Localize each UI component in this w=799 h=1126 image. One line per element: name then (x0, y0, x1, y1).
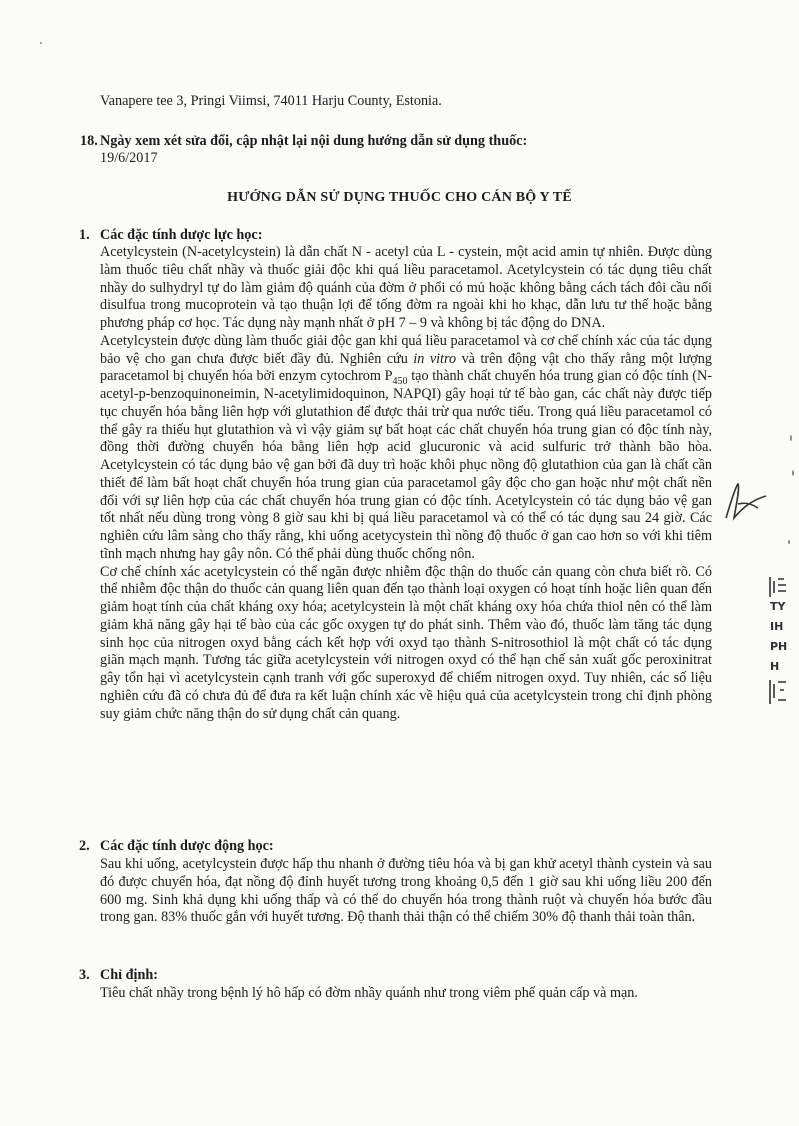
section-1-heading: Các đặc tính dược lực học: (100, 227, 263, 243)
stamp-bracket-top (768, 575, 790, 599)
item-number: 18. (80, 133, 98, 149)
section-2-paragraph-1: Sau khi uống, acetylcystein được hấp thu nhanh ở đường tiêu hóa và bị gan khử acetyl thành cystein và sau đó được chuyển hóa, đạt nồng độ đỉnh huyết tương trong khoảng 0,5 đến 1 giờ sau khi uống liều 200 đến 600 mg. Sinh khả dụng khi uống thấp và có thể do chuyển hóa trong thành ruột và chuyển hóa bước đầu trong gan. 83% thuốc gắn với huyết tương. Độ thanh thải thận có thể chiếm 30% độ thanh thải toàn thân. (100, 856, 712, 926)
section-2-number: 2. (79, 838, 90, 854)
item-title: Ngày xem xét sửa đổi, cập nhật lại nội dung hướng dẫn sử dụng thuốc: (100, 133, 528, 149)
stamp-fragment-4: H (770, 660, 780, 673)
scan-speck (792, 470, 794, 476)
stamp-bracket-bottom (768, 678, 790, 706)
section-2-body (100, 856, 712, 927)
stamp-fragment-2: IH (770, 620, 784, 633)
stamp-fragment-3: PH (770, 640, 788, 653)
scan-speck (40, 42, 42, 44)
section-1-paragraph-1: Acetylcystein (N-acetylcystein) là dẫn chất N - acetyl của L - cystein, một acid amin tự nhiên. Được dùng làm thuốc tiêu chất nhầy và thuốc giải độc khi quá liều paracetamol. Acetylcystein có tác dụng tiêu chất nhầy do sulhydryl tự do làm giảm độ quánh của đờm ở phổi có mủ hoặc không bằng cách tách đôi cầu nối disulfua trong mucoprotein và tạo thuận lợi để tống đờm ra ngoài khi ho khạc, dẫn lưu tư thế hoặc bằng phương pháp cơ học. Tác dụng này mạnh nhất ở pH 7 – 9 và không bị tác động do DNA. (100, 244, 712, 331)
section-3-number: 3. (79, 967, 90, 983)
revision-date: 19/6/2017 (100, 150, 158, 166)
section-1-number: 1. (79, 227, 90, 243)
stamp-fragment-1: TY (770, 600, 786, 613)
document-title: HƯỚNG DẪN SỬ DỤNG THUỐC CHO CÁN BỘ Y TẾ (227, 190, 572, 205)
section-3-paragraph-1: Tiêu chất nhầy trong bệnh lý hô hấp có đờm nhầy quánh như trong viêm phế quản cấp và mạn. (100, 985, 638, 1001)
signature-mark (722, 478, 772, 528)
section-1-paragraph-3: Cơ chế chính xác acetylcystein có thể ngăn được nhiễm độc thận do thuốc cản quang còn chưa biết rõ. Có thể nhiễm độc thận do thuốc cản quang liên quan đến tạo thành loại oxygen có hoạt tính hoặc liên quan đến giảm hoạt tính của chất kháng oxy hóa; acetylcystein là một chất kháng oxy hóa chứa thiol nên có thể làm giảm khả năng gây hại tế bào của các gốc oxygen tự do phát sinh. Thêm vào đó, thuốc làm tăng tác dụng sinh học của nitrogen oxyd bằng cách kết hợp với oxyd tạo thành S-nitrosothiol là một chất có tác dụng giãn mạch mạnh. Tương tác giữa acetylcystein với nitrogen oxyd có thể hạn chế sản xuất gốc peroxinitrat gây tổn hại vì acetylcystein cạnh tranh với gốc superoxyd để chiếm nitrogen oxyd. Tuy nhiên, các số liệu nghiên cứu đã có chưa đủ để đưa ra kết luận chính xác về hiệu quả của acetylcystein trong chỉ định phòng suy giảm chức năng thận do sử dụng chất cản quang. (100, 563, 712, 722)
section-3-heading: Chỉ định: (100, 967, 158, 983)
section-1-body (100, 244, 712, 723)
section-1-paragraph-2: Acetylcystein được dùng làm thuốc giải độc gan khi quá liều paracetamol và cơ chế chính xác của tác dụng bảo vệ cho gan chưa được biết đầy đủ. Nghiên cứu in vitro và trên động vật cho thấy rằng một lượng paracetamol bị chuyển hóa bởi enzym cytochrom $P_{450}$ tạo thành chất chuyển hóa trung gian có độc tính (N-acetyl-p-benzoquinoneimin, N-acetylimidoquinon, NAPQI) gây hoại tử tế bào gan, các chất này được tiếp tục chuyển hóa bằng liên hợp với glutathion để được thải trừ qua nước tiểu. Trong quá liều paracetamol có thể gây ra thiếu hụt glutathion và vì vậy giảm sự bất hoạt các chất chuyển hóa trung gian có độc tính này, đồng thời đường chuyển hóa bằng liên hợp acid glucuronic và acid sulfuric trở thành bão hòa. Acetylcystein có tác dụng bảo vệ gan bởi đã duy trì hoặc khôi phục nồng độ glutathion của gan là chất cần thiết để làm bất hoạt chất chuyển hóa trung gian của paracetamol gây độc cho gan hoặc như một chất nền đối với sự liên hợp của các chất chuyển hóa trung gian có độc tính. Acetylcystein có tác dụng bảo vệ gan tốt nhất nếu dùng trong vòng 8 giờ sau khi bị quá liều paracetamol và có thể có tác dụng sau 24 giờ. Các nghiên cứu lâm sàng cho thấy rằng, khi uống acetycystein thì nồng độ thuốc ở gan cao hơn so với khi tiêm tĩnh mạch nhưng hay gây nôn. Có thể phải dùng thuốc chống nôn. (100, 332, 712, 562)
section-3-body (100, 985, 712, 1003)
scan-speck (790, 435, 792, 441)
scan-speck (788, 540, 790, 544)
section-2-heading: Các đặc tính dược động học: (100, 838, 274, 854)
manufacturer-address: Vanapere tee 3, Pringi Viimsi, 74011 Harju County, Estonia. (100, 93, 442, 109)
